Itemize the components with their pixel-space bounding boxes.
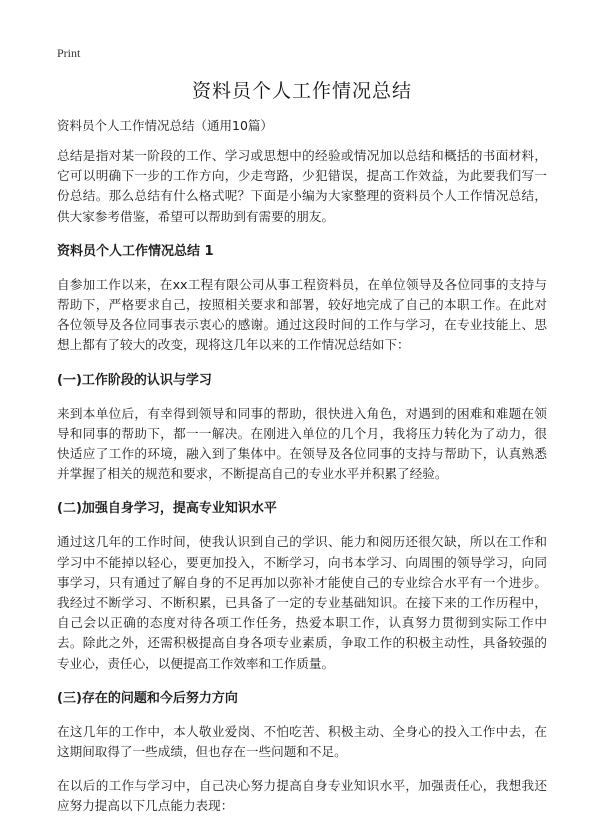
document-body xyxy=(57,76,547,831)
intro-paragraph: 总结是指对某一阶段的工作、学习或思想中的经验或情况加以总结和概括的书面材料，它可以明确下一步的工作方向，少走弯路，少犯错误，提高工作效益，为此要我们写一份总结。那么总结有什么格式呢？下面是小编为大家整理的资料员个人工作情况总结，供大家参考借鉴，希望可以帮助到有需要的朋友。 xyxy=(57,148,547,224)
section-1-paragraph: 来到本单位后，有幸得到领导和同事的帮助，很快进入角色，对遇到的困难和难题在领导和同事的帮助下，都一一解决。在刚进入单位的几个月，我将压力转化为了动力，很快适应了工作的环境，融入到了集体中。在领导及各位同事的支持与帮助下，认真熟悉并掌握了相关的规范和要求，不断提高自己的专业水平并积累了经验。 xyxy=(57,405,547,482)
summary-1-paragraph: 自参加工作以来，在xx工程有限公司从事工程资料员，在单位领导及各位同事的支持与帮助下，严格要求自己，按照相关要求和部署，较好地完成了自己的本职工作。在此对各位领导及各位同事表示衷心的感谢。通过这段时间的工作与学习，在专业技能上、思想上都有了较大的改变，现将这几年以来的工作情况总结如下： xyxy=(57,276,547,353)
document-title: 资料员个人工作情况总结 xyxy=(191,80,412,102)
summary-heading-1: 资料员个人工作情况总结 1 xyxy=(57,243,214,259)
section-3-paragraph-1: 在这几年的工作中，本人敬业爱岗、不怕吃苦、积极主动、全身心的投入工作中去，在这期间取得了一些成绩，但也存在一些问题和不足。 xyxy=(57,723,547,760)
section-2-heading: (二)加强自身学习，提高专业知识水平 xyxy=(57,501,277,517)
print-label: Print xyxy=(57,46,81,60)
section-3-paragraph-2: 在以后的工作与学习中，自己决心努力提高自身专业知识水平，加强责任心，我想我还应努力提高以下几点能力表现： xyxy=(57,778,547,814)
section-2-paragraph: 通过这几年的工作时间，使我认识到自己的学识、能力和阅历还很欠缺，所以在工作和学习中不能掉以轻心，要更加投入，不断学习，向书本学习、向周围的领导学习，向同事学习，只有通过了解自身的不足再加以弥补才能使自己的专业综合水平有一个进步。我经过不断学习、不断积累，已具备了一定的专业基础知识。在接下来的工作历程中，自己会以正确的态度对待各项工作任务，热爱本职工作，认真努力贯彻到实际工作中去。除此之外，还需积极提高自身各项专业素质，争取工作的积极主动性，具备较强的专业心，责任心，以便提高工作效率和工作质量。 xyxy=(57,534,547,671)
section-3-heading: (三)存在的问题和今后努力方向 xyxy=(57,690,238,706)
document-subtitle: 资料员个人工作情况总结（通用10篇） xyxy=(57,118,273,133)
section-1-heading: (一)工作阶段的认识与学习 xyxy=(57,372,212,388)
